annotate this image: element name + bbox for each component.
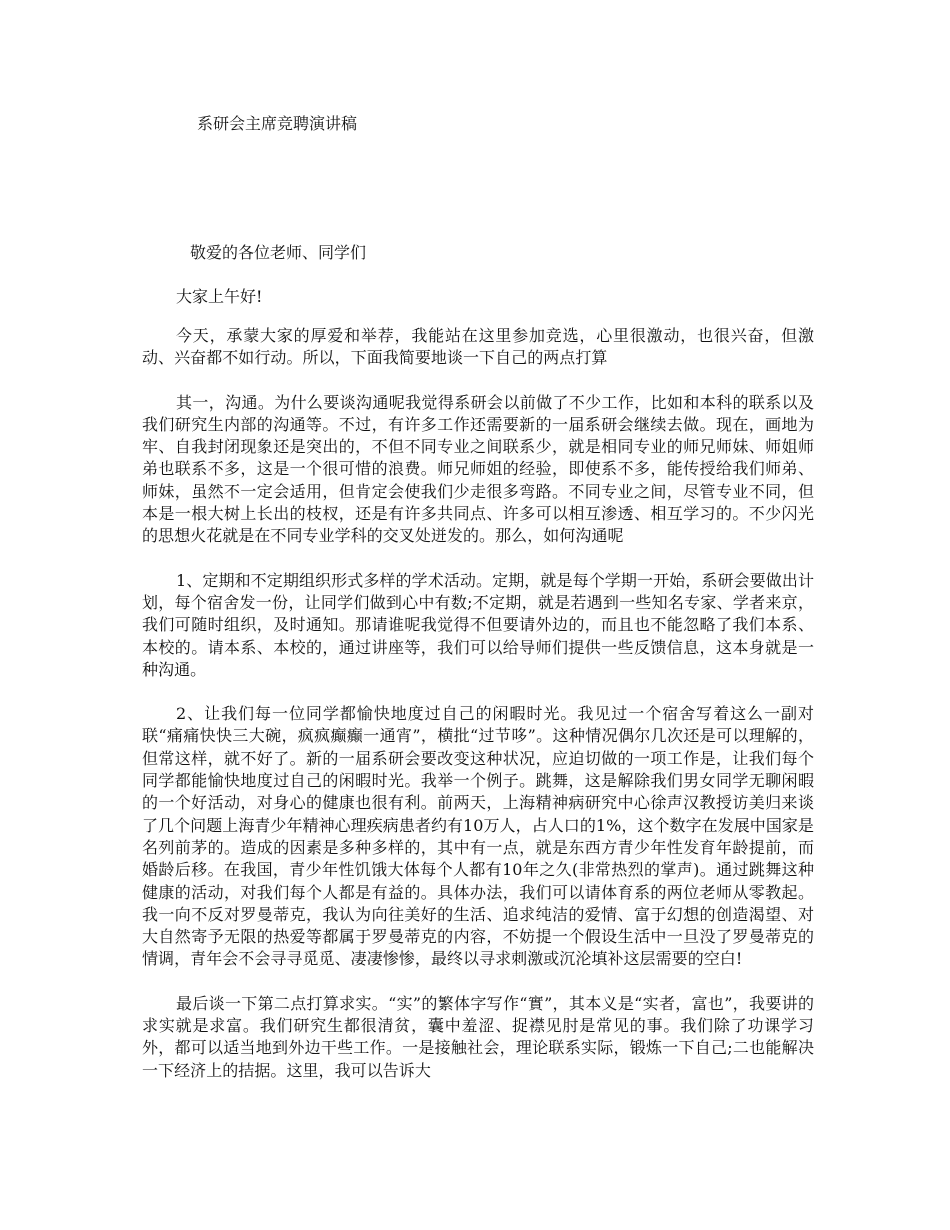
paragraph-academic-activities: 1、定期和不定期组织形式多样的学术活动。定期，就是每个学期一开始，系研会要做出计划，每个宿舍发一份，让同学们做到心中有数;不定期，就是若遇到一些知名专家、学者来京，我们可随时组织，及时通知。那请谁呢我觉得不但要请外边的，而且也不能忽略了我们本系、本校的。请本系、本校的，通过讲座等，我们可以给导师们提供一些反馈信息，这本身就是一种沟通。 (142, 570, 814, 679)
document-title: 系研会主席竞聘演讲稿 (197, 114, 358, 133)
paragraph-opening: 今天，承蒙大家的厚爱和举荐，我能站在这里参加竞选，心里很激动，也很兴奋，但激动、兴奋都不如行动。所以，下面我简要地谈一下自己的两点打算 (142, 326, 814, 368)
paragraph-leisure-time: 2、让我们每一位同学都愉快地度过自己的闲暇时光。我见过一个宿舍写着这么一副对联“痛痛快快三大碗，疯疯癫癫一通宵”，横批“过节哆”。这种情况偶尔几次还是可以理解的，但常这样，就不好了。新的一届系研会要改变这种状况，应迫切做的一项工作是，让我们每个同学都能愉快地度过自己的闲暇时光。我举一个例子。跳舞，这是解除我们男女同学无聊闲暇的一个好活动，对身心的健康也很有利。前两天，上海精神病研究中心徐声汉教授访美归来谈了几个问题上海青少年精神心理疾病患者约有10万人，占人口的1%，这个数字在发展中国家是名列前茅的。造成的因素是多种多样的，其中有一点，就是东西方青少年性发育年龄提前，而婚龄后移。在我国，青少年性饥饿大体每个人都有10年之久(非常热烈的掌声)。通过跳舞这种健康的活动，对我们每个人都是有益的。具体办法，我们可以请体育系的两位老师从零教起。我一向不反对罗曼蒂克，我认为向往美好的生活、追求纯洁的爱情、富于幻想的创造渴望、对大自然寄予无限的热爱等都属于罗曼蒂克的内容，不妨提一个假设生活中一旦没了罗曼蒂克的情调，青年会不会寻寻觅觅、凄凄惨惨，最终以寻求刺激或沉沦填补这层需要的空白! (142, 704, 814, 969)
speech-body (142, 325, 814, 1104)
paragraph-practicality: 最后谈一下第二点打算求实。“实”的繁体字写作“實”，其本义是“实者，富也”，我要讲的求实就是求富。我们研究生都很清贫，囊中羞涩、捉襟见肘是常见的事。我们除了功课学习外，都可以适当地到外边干些工作。一是接触社会，理论联系实际，锻炼一下自己;二也能解决一下经济上的拮据。这里，我可以告诉大 (142, 993, 814, 1080)
salutation: 敬爱的各位老师、同学们 (190, 243, 367, 262)
greeting: 大家上午好! (176, 287, 263, 306)
paragraph-communication: 其一，沟通。为什么要谈沟通呢我觉得系研会以前做了不少工作，比如和本科的联系以及我们研究生内部的沟通等。不过，有许多工作还需要新的一届系研会继续去做。现在，画地为牢、自我封闭现象还是突出的，不但不同专业之间联系少，就是相同专业的师兄师妹、师姐师弟也联系不多，这是一个很可惜的浪费。师兄师姐的经验，即使系不多，能传授给我们师弟、师妹，虽然不一定会适用，但肯定会使我们少走很多弯路。不同专业之间，尽管专业不同，但本是一根大树上长出的枝杈，还是有许多共同点、许多可以相互渗透、相互学习的。不少闪光的思想火花就是在不同专业学科的交叉处迸发的。那么，如何沟通呢 (142, 392, 814, 546)
